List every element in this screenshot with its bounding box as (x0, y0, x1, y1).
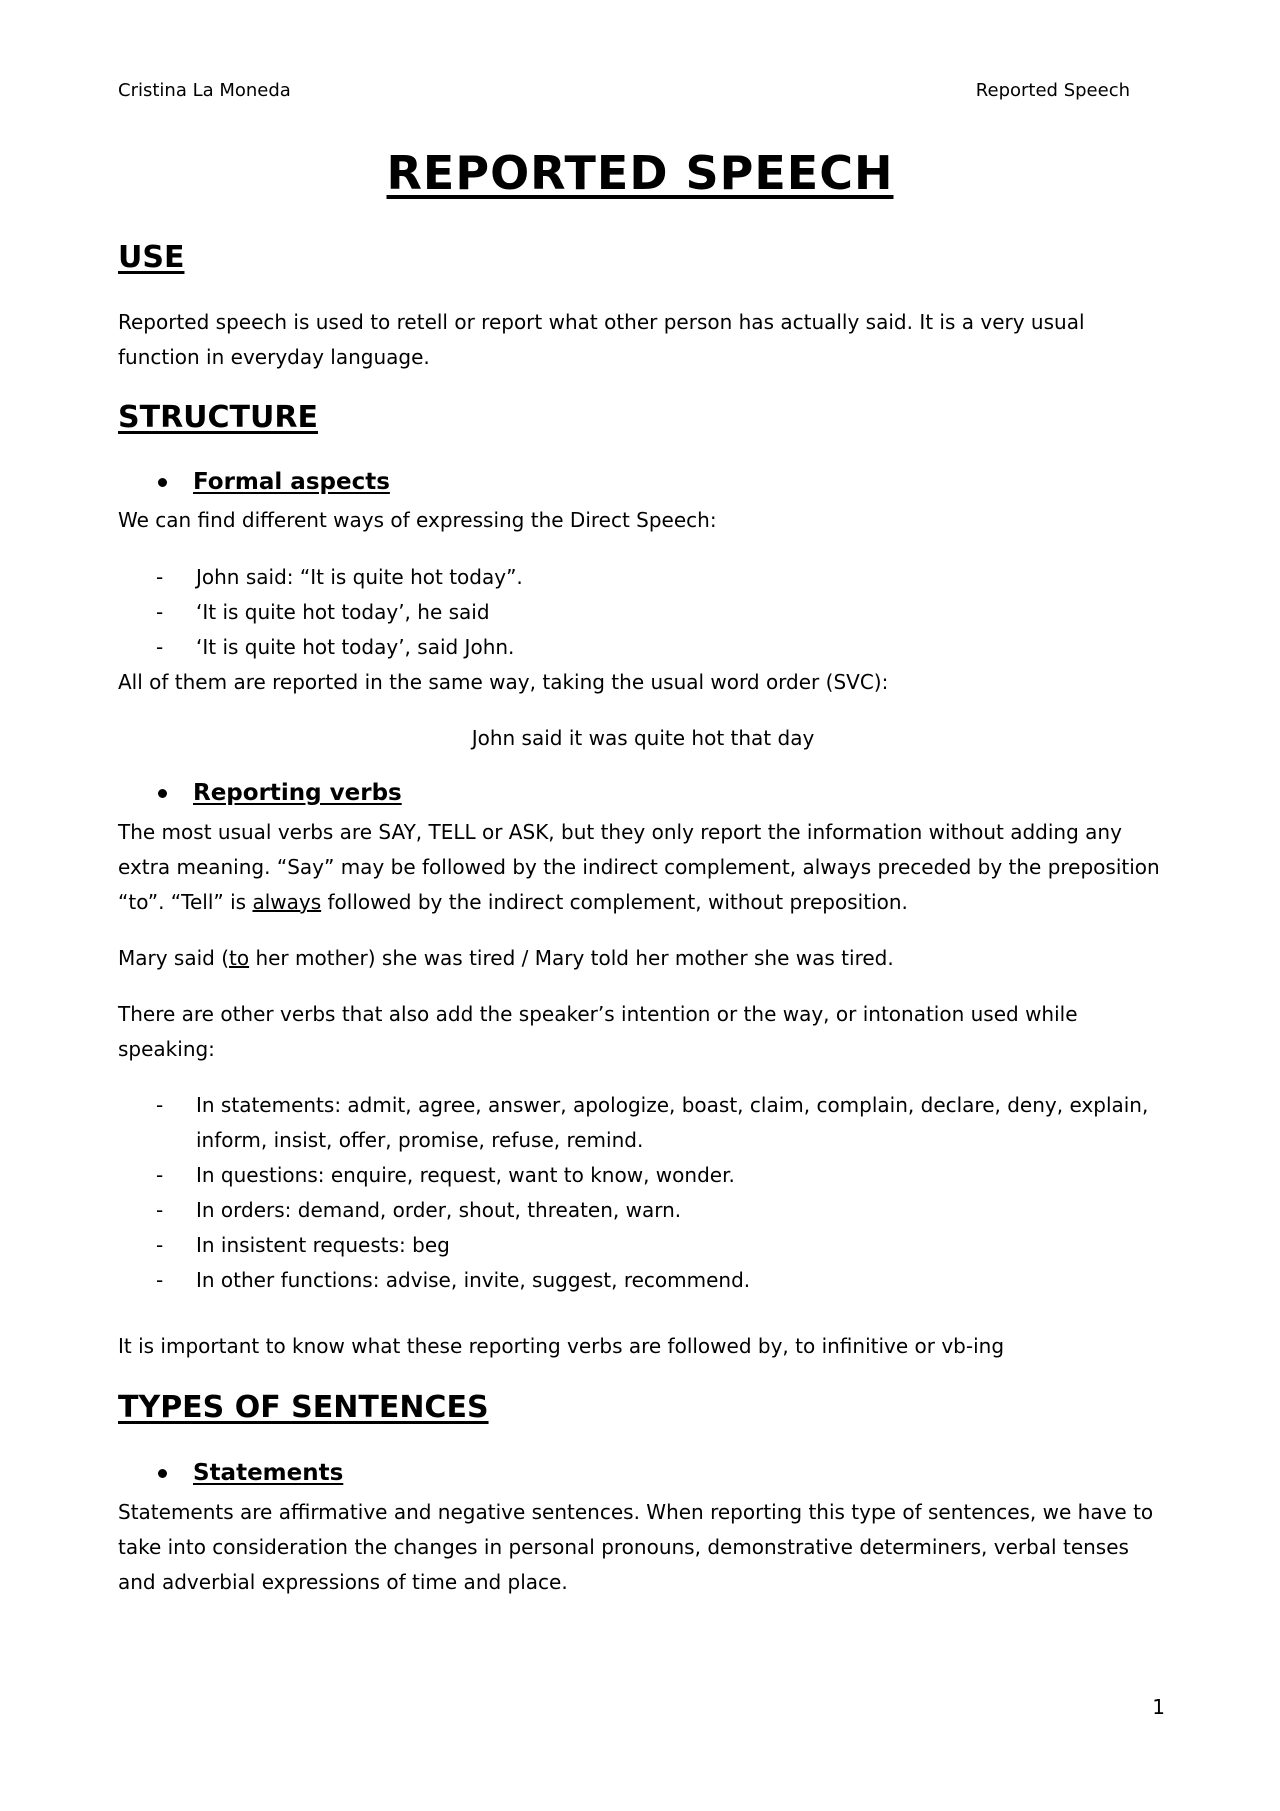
list-item: - In questions: enquire, request, want to know, wonder. (156, 1163, 735, 1187)
bullet-icon (158, 789, 167, 798)
list-item: - In insistent requests: beg (156, 1233, 450, 1257)
header-doc-label: Reported Speech (975, 80, 1130, 101)
structure-heading: STRUCTURE (118, 400, 318, 435)
formal-aspects-bullet (158, 469, 390, 495)
formal-aspects-label: Formal aspects (193, 469, 390, 495)
reporting-verbs-label: Reporting verbs (193, 780, 402, 806)
say-tell-example: Mary said (to her mother) she was tired / Mary told her mother she was tired. (118, 946, 894, 970)
list-item: - ‘It is quite hot today’, he said (156, 600, 490, 624)
formal-intro: We can find different ways of expressing the Direct Speech: (118, 508, 717, 532)
use-heading: USE (118, 240, 185, 275)
statements-label: Statements (193, 1460, 344, 1486)
list-item: - ‘It is quite hot today’, said John. (156, 635, 515, 659)
document-title: REPORTED SPEECH (386, 146, 894, 200)
other-verbs-paragraph: There are other verbs that also add the speaker’s intention or the way, or intonation used while speaking: (118, 1002, 1078, 1061)
use-paragraph: Reported speech is used to retell or report what other person has actually said. It is a very usual function in everyday language. (118, 310, 1085, 369)
list-item: - In orders: demand, order, shout, threaten, warn. (156, 1198, 682, 1222)
list-item: - In statements: admit, agree, answer, apologize, boast, claim, complain, declare, deny, explain, inform, insist, offer, promise, refuse, remind. (156, 1093, 1149, 1152)
list-item: - John said: “It is quite hot today”. (156, 565, 523, 589)
reporting-verbs-note: It is important to know what these reporting verbs are followed by, to infinitive or vb-ing (118, 1334, 1005, 1358)
bullet-icon (158, 1469, 167, 1478)
types-heading: TYPES OF SENTENCES (118, 1390, 489, 1425)
reporting-verbs-paragraph: The most usual verbs are SAY, TELL or ASK, but they only report the information without adding any extra meaning. “Say” may be followed by the indirect complement, always preceded by the preposition “to”. “Tell” is always followed by the indirect complement, without preposition. (118, 820, 1160, 914)
reported-example: John said it was quite hot that day (471, 726, 815, 750)
verb-groups-list (118, 1088, 1168, 1298)
header-author: Cristina La Moneda (118, 80, 291, 101)
statements-paragraph: Statements are affirmative and negative sentences. When reporting this type of sentences, we have to take into consideration the changes in personal pronouns, demonstrative determiners, verbal tenses and adverbial expressions of time and place. (118, 1500, 1154, 1594)
formal-summary: All of them are reported in the same way, taking the usual word order (SVC): (118, 670, 889, 694)
reporting-verbs-bullet (158, 780, 402, 806)
page-number: 1 (1152, 1695, 1165, 1719)
bullet-icon (158, 478, 167, 487)
statements-bullet (158, 1460, 343, 1486)
direct-speech-examples (118, 560, 1168, 665)
list-item: - In other functions: advise, invite, suggest, recommend. (156, 1268, 751, 1292)
